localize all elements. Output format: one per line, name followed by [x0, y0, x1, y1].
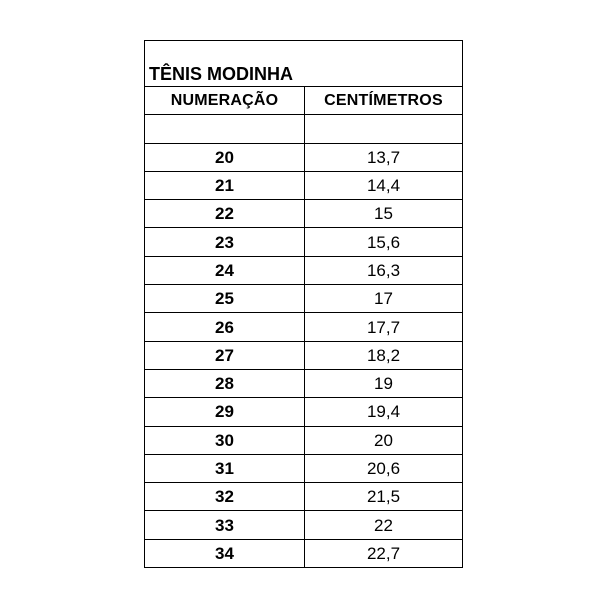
empty-row — [145, 115, 463, 143]
size-number-cell: 30 — [145, 426, 305, 454]
empty-cell — [145, 115, 305, 143]
centimeters-cell: 17 — [305, 285, 463, 313]
centimeters-cell: 20 — [305, 426, 463, 454]
table-row — [145, 285, 463, 313]
size-number-cell: 22 — [145, 200, 305, 228]
header-centimetros: CENTÍMETROS — [305, 87, 463, 115]
size-number-cell: 34 — [145, 539, 305, 567]
table-row — [145, 143, 463, 171]
centimeters-cell: 22 — [305, 511, 463, 539]
header-numeracao: NUMERAÇÃO — [145, 87, 305, 115]
centimeters-cell: 20,6 — [305, 454, 463, 482]
table-row — [145, 483, 463, 511]
table-row — [145, 171, 463, 199]
centimeters-cell: 19,4 — [305, 398, 463, 426]
size-number-cell: 31 — [145, 454, 305, 482]
table-row — [145, 369, 463, 397]
centimeters-cell: 18,2 — [305, 341, 463, 369]
size-number-cell: 26 — [145, 313, 305, 341]
centimeters-cell: 16,3 — [305, 256, 463, 284]
size-number-cell: 32 — [145, 483, 305, 511]
table-row — [145, 313, 463, 341]
centimeters-cell: 14,4 — [305, 171, 463, 199]
size-number-cell: 33 — [145, 511, 305, 539]
centimeters-cell: 17,7 — [305, 313, 463, 341]
size-number-cell: 29 — [145, 398, 305, 426]
table-row — [145, 511, 463, 539]
table-row — [145, 539, 463, 567]
table-row — [145, 200, 463, 228]
size-number-cell: 21 — [145, 171, 305, 199]
centimeters-cell: 15,6 — [305, 228, 463, 256]
size-number-cell: 23 — [145, 228, 305, 256]
centimeters-cell: 15 — [305, 200, 463, 228]
header-row — [145, 87, 463, 115]
centimeters-cell: 19 — [305, 369, 463, 397]
table-row — [145, 398, 463, 426]
table-title: TÊNIS MODINHA — [145, 41, 463, 87]
size-chart-table — [144, 40, 463, 568]
size-number-cell: 24 — [145, 256, 305, 284]
centimeters-cell: 13,7 — [305, 143, 463, 171]
table-row — [145, 454, 463, 482]
table-row — [145, 256, 463, 284]
size-number-cell: 28 — [145, 369, 305, 397]
table-row — [145, 426, 463, 454]
size-number-cell: 27 — [145, 341, 305, 369]
table-row — [145, 341, 463, 369]
empty-cell — [305, 115, 463, 143]
table-row — [145, 228, 463, 256]
centimeters-cell: 21,5 — [305, 483, 463, 511]
centimeters-cell: 22,7 — [305, 539, 463, 567]
size-number-cell: 20 — [145, 143, 305, 171]
title-row — [145, 41, 463, 87]
size-number-cell: 25 — [145, 285, 305, 313]
